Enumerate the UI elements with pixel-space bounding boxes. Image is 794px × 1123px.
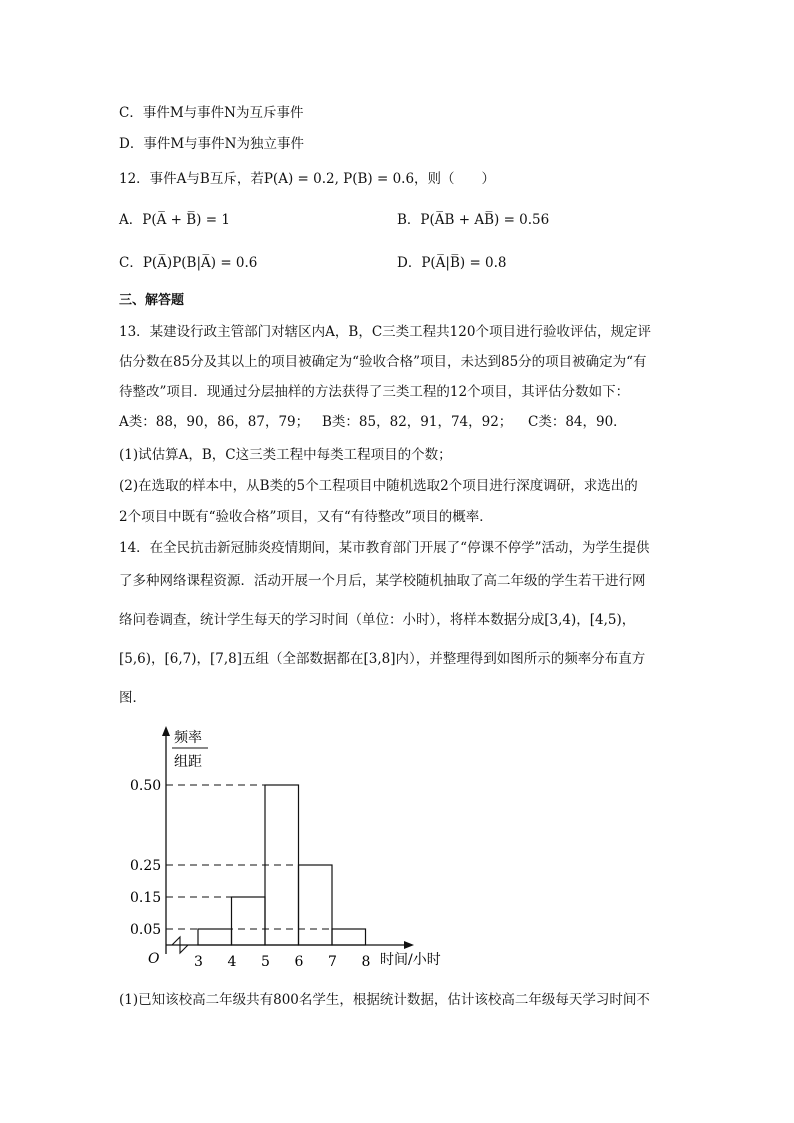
question-13-line1: 13．某建设行政主管部门对辖区内A，B，C三类工程共120个项目进行验收评估，规定评	[119, 324, 651, 340]
question-14-line2: 了多种网络课程资源．活动开展一个月后，某学校随机抽取了高二年级的学生若干进行网	[119, 573, 646, 589]
x-axis-arrow	[404, 941, 414, 949]
y-tick-label: 0.05	[130, 922, 162, 938]
histogram-bar	[232, 897, 266, 945]
x-tick-label: 8	[361, 954, 371, 970]
y-axis-arrow	[162, 726, 170, 736]
question-12-stem: 12．事件A与B互斥，若P(A) = 0.2, P(B) = 0.6，则（ ）	[119, 171, 496, 187]
section-heading: 三、解答题	[119, 293, 185, 308]
question-13-line2: 估分数在85分及其以上的项目被确定为“验收合格”项目，未达到85分的项目被确定为“有	[119, 354, 647, 370]
y-label-top: 频率	[174, 730, 202, 746]
x-tick-label: 6	[294, 954, 304, 970]
question-14-line3: 络问卷调查，统计学生每天的学习时间（单位：小时），将样本数据分成[3,4)，[4,5)，	[119, 612, 636, 628]
option-12d: D．P(A̅|B̅) = 0.8	[397, 255, 507, 271]
y-label-bottom: 组距	[174, 754, 202, 770]
histogram-bar	[332, 929, 366, 945]
x-tick-label: 3	[194, 954, 203, 970]
histogram-bar	[198, 929, 232, 945]
question-13-data-b: B类：85，82，91，74，92；	[322, 414, 513, 430]
option-11c: C．事件M与事件N为互斥事件	[119, 105, 304, 121]
y-tick-label: 0.25	[130, 858, 162, 874]
question-13-sub2-line1: (2)在选取的样本中，从B类的5个工程项目中随机选取2个项目进行深度调研，求选出的	[119, 478, 638, 494]
origin-label: O	[148, 951, 160, 967]
question-14-line4: [5,6)，[6,7)，[7,8]五组（全部数据都在[3,8]内），并整理得到如图所示的频率分布直方	[119, 651, 646, 667]
question-13-sub1: (1)试估算A，B，C这三类工程中每类工程项目的个数；	[119, 447, 452, 463]
question-14-line5: 图．	[119, 690, 146, 706]
x-tick-label: 7	[328, 954, 337, 970]
option-12c: C．P(A̅)P(B|A̅) = 0.6	[119, 255, 258, 271]
x-axis-label: 时间/小时	[380, 952, 441, 968]
question-14-line1: 14．在全民抗击新冠肺炎疫情期间，某市教育部门开展了“停课不停学”活动，为学生提供	[119, 540, 650, 556]
option-12a: A．P(A̅ + B̅) = 1	[119, 212, 230, 228]
question-13-sub2-line2: 2个项目中既有“验收合格”项目，又有“有待整改”项目的概率．	[119, 509, 493, 525]
y-tick-label: 0.50	[130, 778, 162, 794]
histogram-bar	[265, 785, 299, 945]
option-11d: D．事件M与事件N为独立事件	[119, 136, 304, 152]
x-tick-label: 5	[261, 954, 270, 970]
y-tick-label: 0.15	[130, 890, 162, 906]
question-13-line3: 待整改”项目．现通过分层抽样的方法获得了三类工程的12个项目，其评估分数如下：	[119, 384, 630, 400]
question-13-data-a: A类：88，90，86，87，79；	[119, 414, 310, 430]
frequency-histogram	[110, 718, 470, 978]
histogram-bar	[299, 865, 333, 945]
option-12b: B．P(A̅B + AB̅) = 0.56	[397, 212, 550, 228]
x-tick-label: 4	[227, 954, 237, 970]
question-13-data-c: C类：84，90．	[528, 414, 627, 430]
question-14-sub1: (1)已知该校高二年级共有800名学生，根据统计数据，估计该校高二年级每天学习时间不	[119, 992, 650, 1008]
